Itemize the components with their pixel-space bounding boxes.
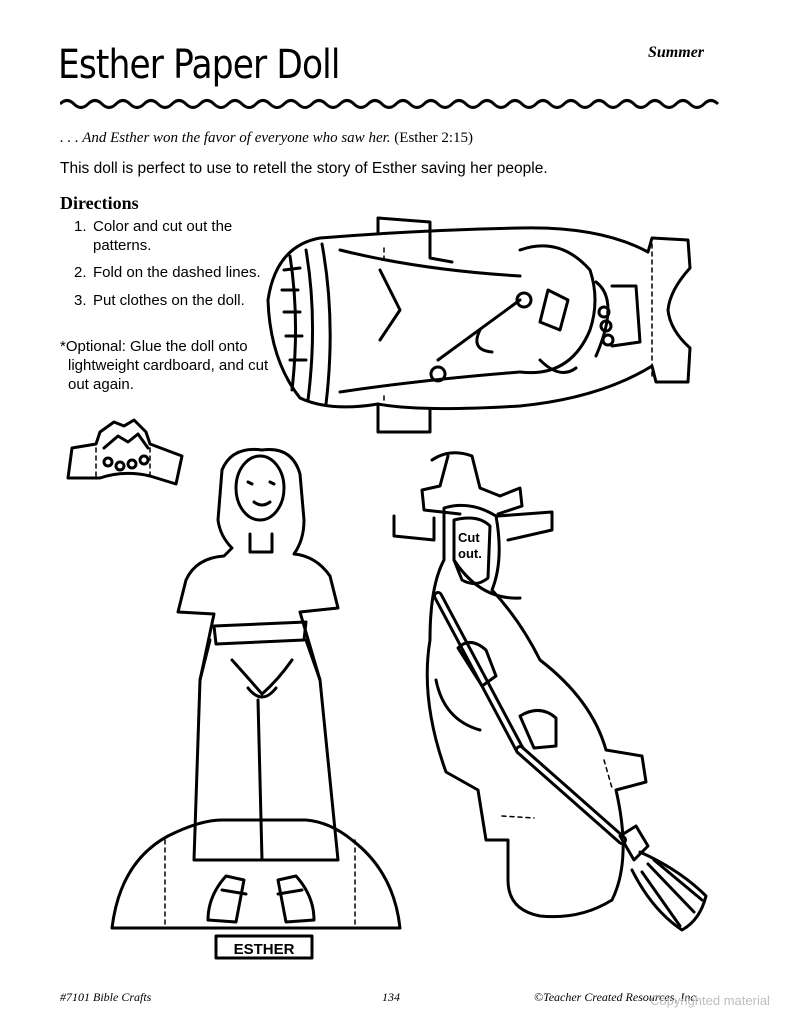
footer-page-number: 134 xyxy=(382,990,400,1004)
direction-number: 2. xyxy=(74,264,87,281)
maid-doll xyxy=(394,453,706,930)
royal-dress-outfit xyxy=(268,218,690,432)
cut-out-line2: out. xyxy=(458,546,482,561)
watermark-text: Copyrighted material xyxy=(650,993,770,1008)
esther-doll xyxy=(112,449,400,958)
optional-note: *Optional: Glue the doll onto lightweight cardboard, and cut out again. xyxy=(60,338,269,393)
direction-number: 3. xyxy=(74,291,87,309)
footer-copyright: ©Teacher Created Resources, Inc. xyxy=(534,990,699,1004)
cut-out-line1: Cut xyxy=(458,530,480,545)
esther-name-label: ESTHER xyxy=(233,941,295,958)
season-label: Summer xyxy=(648,44,705,61)
direction-text: Put clothes on the doll. xyxy=(93,291,245,309)
intro-text: This doll is perfect to use to retell the story of Esther saving her people. xyxy=(60,160,548,177)
footer-book-title: #7101 Bible Crafts xyxy=(60,990,152,1004)
direction-number: 1. xyxy=(74,218,87,235)
direction-text: Fold on the dashed lines. xyxy=(93,264,261,281)
direction-text: Color and cut out the patterns. xyxy=(93,218,233,254)
page-title: Esther Paper Doll xyxy=(58,42,340,88)
quote-text: . . . And Esther won the favor of everyone who saw her. xyxy=(60,130,391,146)
quote-reference: (Esther 2:15) xyxy=(394,130,474,146)
directions-heading: Directions xyxy=(60,193,139,213)
crown-piece xyxy=(68,420,182,484)
